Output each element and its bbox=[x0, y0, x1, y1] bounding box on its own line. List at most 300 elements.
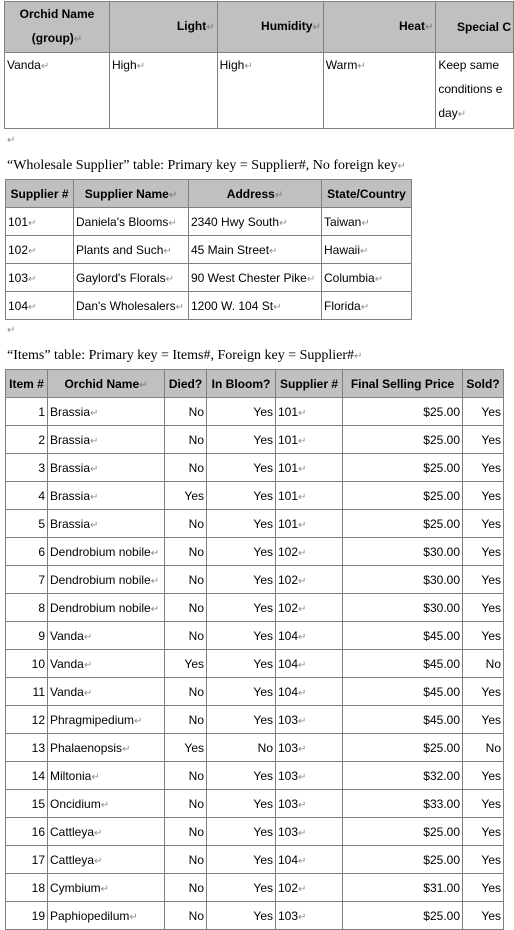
items-row bbox=[6, 538, 504, 566]
items-row bbox=[6, 762, 504, 790]
items-header-cell-text: Sold? bbox=[466, 376, 500, 391]
items-cell-text: 104 bbox=[278, 684, 299, 699]
cell-end-mark-icon: ↵ bbox=[91, 771, 100, 783]
items-cell bbox=[463, 510, 504, 538]
cell-end-mark-icon: ↵ bbox=[357, 61, 366, 72]
items-header-cell-text: Died? bbox=[168, 376, 203, 391]
items-cell-text: No bbox=[188, 544, 204, 559]
items-cell-text: No bbox=[257, 740, 273, 755]
supplier-cell-text: Gaylord's Florals bbox=[76, 270, 166, 285]
cell-end-mark-icon: ↵ bbox=[298, 547, 307, 559]
items-cell bbox=[343, 902, 463, 930]
items-cell bbox=[276, 902, 343, 930]
items-cell-text: Yes bbox=[253, 656, 273, 671]
items-cell bbox=[207, 790, 276, 818]
items-cell-text: 3 bbox=[38, 460, 45, 475]
items-cell-text: Yes bbox=[481, 768, 501, 783]
supplier-cell-text: 102 bbox=[8, 242, 29, 257]
cell-end-mark-icon: ↵ bbox=[374, 273, 384, 285]
items-cell-text: Yes bbox=[253, 908, 273, 923]
items-cell bbox=[207, 454, 276, 482]
items-row bbox=[6, 678, 504, 706]
items-cell-text: Brassia bbox=[50, 432, 91, 447]
cell-end-mark-icon: ↵ bbox=[136, 61, 146, 72]
cell-end-mark-icon: ↵ bbox=[90, 463, 99, 475]
items-cell-text: No bbox=[188, 460, 204, 475]
cell-end-mark-icon: ↵ bbox=[168, 217, 177, 229]
items-cell bbox=[463, 762, 504, 790]
cell-end-mark-icon: ↵ bbox=[424, 22, 434, 33]
items-cell bbox=[165, 874, 207, 902]
supplier-cell-text: 101 bbox=[8, 214, 29, 229]
items-header-cell bbox=[276, 370, 343, 398]
items-cell bbox=[48, 398, 165, 426]
care-cell: Vanda↵ bbox=[5, 53, 110, 129]
items-cell bbox=[6, 790, 48, 818]
supplier-cell bbox=[189, 236, 322, 264]
items-cell-text: Yes bbox=[253, 600, 273, 615]
items-cell bbox=[165, 790, 207, 818]
items-cell bbox=[6, 678, 48, 706]
items-header-cell-text: Final Selling Price bbox=[350, 376, 455, 391]
cell-end-mark-icon: ↵ bbox=[244, 61, 253, 72]
items-cell bbox=[463, 454, 504, 482]
items-cell bbox=[207, 706, 276, 734]
items-cell bbox=[165, 762, 207, 790]
items-cell-text: Vanda bbox=[50, 628, 84, 643]
supplier-cell-text: 45 Main Street bbox=[191, 242, 270, 257]
care-cell: High↵ bbox=[109, 53, 217, 129]
items-cell bbox=[343, 426, 463, 454]
care-cell: Warm↵ bbox=[323, 53, 436, 129]
items-cell bbox=[165, 454, 207, 482]
items-cell-text: Yes bbox=[253, 544, 273, 559]
items-cell-text: No bbox=[188, 404, 204, 419]
items-cell bbox=[276, 678, 343, 706]
items-cell-text: Brassia bbox=[50, 516, 91, 531]
items-cell-text: Yes bbox=[253, 684, 273, 699]
items-cell-text: $25.00 bbox=[423, 852, 460, 867]
cell-end-mark-icon: ↵ bbox=[150, 575, 160, 587]
cell-end-mark-icon: ↵ bbox=[312, 22, 321, 33]
items-cell bbox=[6, 846, 48, 874]
items-cell-text: Yes bbox=[253, 880, 273, 895]
care-header-light: Light↵ bbox=[109, 2, 217, 53]
cell-end-mark-icon: ↵ bbox=[90, 407, 99, 419]
items-cell-text: $25.00 bbox=[423, 824, 460, 839]
items-cell bbox=[276, 650, 343, 678]
items-cell-text: $25.00 bbox=[423, 908, 460, 923]
items-header-cell-text: Supplier # bbox=[279, 376, 338, 391]
care-header-name: Orchid Name (group)↵ bbox=[5, 2, 110, 53]
supplier-cell bbox=[322, 208, 412, 236]
items-cell-text: No bbox=[188, 628, 204, 643]
items-cell-text: $31.00 bbox=[423, 880, 460, 895]
items-row bbox=[6, 902, 504, 930]
items-cell-text: Dendrobium nobile bbox=[50, 572, 151, 587]
items-cell-text: No bbox=[188, 796, 204, 811]
items-cell-text: Yes bbox=[253, 796, 273, 811]
cell-end-mark-icon: ↵ bbox=[298, 519, 307, 531]
items-cell bbox=[6, 426, 48, 454]
items-header-cell bbox=[207, 370, 276, 398]
items-cell-text: Yes bbox=[481, 628, 501, 643]
items-cell-text: $25.00 bbox=[423, 740, 460, 755]
items-cell bbox=[6, 734, 48, 762]
supplier-header-cell bbox=[322, 180, 412, 208]
items-cell bbox=[207, 426, 276, 454]
supplier-cell bbox=[322, 264, 412, 292]
items-header-cell-text: Orchid Name bbox=[64, 376, 140, 391]
cell-end-mark-icon: ↵ bbox=[150, 547, 160, 559]
cell-end-mark-icon: ↵ bbox=[298, 575, 307, 587]
items-cell-text: 101 bbox=[278, 488, 299, 503]
items-cell bbox=[48, 426, 165, 454]
cell-end-mark-icon: ↵ bbox=[298, 687, 307, 699]
items-cell-text: Yes bbox=[253, 460, 273, 475]
items-cell bbox=[343, 454, 463, 482]
supplier-header-row bbox=[6, 180, 412, 208]
supplier-cell-text: Hawaii bbox=[324, 242, 361, 257]
items-cell-text: Yes bbox=[253, 488, 273, 503]
items-cell bbox=[48, 846, 165, 874]
items-cell bbox=[6, 706, 48, 734]
cell-end-mark-icon: ↵ bbox=[360, 245, 369, 257]
items-cell bbox=[463, 902, 504, 930]
items-cell bbox=[48, 538, 165, 566]
items-cell bbox=[276, 538, 343, 566]
supplier-header-cell bbox=[189, 180, 322, 208]
cell-end-mark-icon: ↵ bbox=[206, 22, 215, 33]
items-cell-text: No bbox=[188, 600, 204, 615]
items-cell bbox=[276, 706, 343, 734]
items-cell bbox=[165, 622, 207, 650]
items-cell-text: 103 bbox=[278, 768, 299, 783]
items-cell bbox=[276, 734, 343, 762]
items-row bbox=[6, 398, 504, 426]
items-cell bbox=[276, 594, 343, 622]
items-cell bbox=[48, 902, 165, 930]
cell-end-mark-icon: ↵ bbox=[28, 245, 37, 257]
items-cell bbox=[207, 762, 276, 790]
cell-end-mark-icon: ↵ bbox=[100, 883, 110, 895]
items-cell bbox=[276, 846, 343, 874]
items-cell-text: Oncidium bbox=[50, 796, 101, 811]
items-cell bbox=[343, 482, 463, 510]
cell-end-mark-icon: ↵ bbox=[90, 435, 99, 447]
items-cell-text: No bbox=[485, 656, 501, 671]
items-cell-text: $25.00 bbox=[423, 488, 460, 503]
items-cell-text: Yes bbox=[481, 432, 501, 447]
supplier-cell-text: Plants and Such bbox=[76, 242, 164, 257]
supplier-header-cell-text: Supplier Name bbox=[84, 186, 169, 201]
items-cell-text: Yes bbox=[481, 544, 501, 559]
cell-end-mark-icon: ↵ bbox=[73, 34, 83, 45]
items-cell-text: $25.00 bbox=[423, 432, 460, 447]
return-arrow-icon: ↵ bbox=[7, 135, 16, 146]
cell-end-mark-icon: ↵ bbox=[134, 715, 143, 727]
supplier-cell bbox=[74, 264, 189, 292]
items-cell bbox=[343, 762, 463, 790]
items-cell-text: $45.00 bbox=[423, 628, 460, 643]
supplier-row bbox=[6, 292, 412, 320]
supplier-cell-text: 1200 W. 104 St bbox=[191, 298, 274, 313]
items-cell bbox=[343, 706, 463, 734]
items-cell-text: Cattleya bbox=[50, 852, 95, 867]
items-cell-text: 102 bbox=[278, 544, 299, 559]
cell-end-mark-icon: ↵ bbox=[83, 687, 93, 699]
items-cell-text: $45.00 bbox=[423, 712, 460, 727]
items-cell-text: $33.00 bbox=[423, 796, 460, 811]
items-cell-text: Yes bbox=[184, 656, 204, 671]
supplier-cell bbox=[6, 236, 74, 264]
items-cell bbox=[6, 566, 48, 594]
items-cell-text: Yes bbox=[481, 684, 501, 699]
items-cell bbox=[165, 482, 207, 510]
items-cell bbox=[343, 650, 463, 678]
items-cell-text: 103 bbox=[278, 824, 299, 839]
items-cell bbox=[48, 482, 165, 510]
care-header-heat: Heat↵ bbox=[323, 2, 436, 53]
items-cell-text: 104 bbox=[278, 656, 299, 671]
items-cell-text: Yes bbox=[253, 768, 273, 783]
items-cell bbox=[463, 818, 504, 846]
items-cell bbox=[6, 482, 48, 510]
cell-end-mark-icon: ↵ bbox=[28, 217, 37, 229]
items-cell-text: 101 bbox=[278, 404, 299, 419]
items-cell-text: Yes bbox=[253, 516, 273, 531]
items-cell-text: 104 bbox=[278, 852, 299, 867]
supplier-cell bbox=[6, 208, 74, 236]
items-header-cell-text: Item # bbox=[9, 376, 44, 391]
care-header-humidity: Humidity↵ bbox=[217, 2, 323, 53]
cell-end-mark-icon: ↵ bbox=[457, 109, 467, 120]
items-cell-text: Yes bbox=[481, 908, 501, 923]
items-cell bbox=[463, 846, 504, 874]
items-cell-text: 19 bbox=[31, 908, 45, 923]
items-cell-text: 6 bbox=[38, 544, 45, 559]
items-cell bbox=[6, 510, 48, 538]
items-cell bbox=[6, 594, 48, 622]
items-cell-text: Yes bbox=[481, 460, 501, 475]
cell-end-mark-icon: ↵ bbox=[40, 61, 50, 72]
supplier-row bbox=[6, 208, 412, 236]
items-cell-text: 5 bbox=[38, 516, 45, 531]
items-cell-text: 17 bbox=[31, 852, 45, 867]
supplier-cell-text: Taiwan bbox=[324, 214, 362, 229]
items-cell-text: Yes bbox=[184, 488, 204, 503]
items-cell-text: Yes bbox=[481, 404, 501, 419]
supplier-cell-text: Florida bbox=[324, 298, 361, 313]
cell-end-mark-icon: ↵ bbox=[100, 799, 110, 811]
items-cell bbox=[276, 482, 343, 510]
supplier-cell-text: Columbia bbox=[324, 270, 375, 285]
cell-end-mark-icon: ↵ bbox=[90, 491, 99, 503]
supplier-cell bbox=[322, 292, 412, 320]
items-row bbox=[6, 706, 504, 734]
items-cell bbox=[6, 454, 48, 482]
items-header-cell bbox=[343, 370, 463, 398]
items-cell-text: $32.00 bbox=[423, 768, 460, 783]
items-cell-text: Yes bbox=[481, 712, 501, 727]
items-cell-text: Yes bbox=[481, 572, 501, 587]
items-cell-text: Vanda bbox=[50, 684, 84, 699]
cell-end-mark-icon: ↵ bbox=[168, 189, 178, 201]
items-cell bbox=[463, 594, 504, 622]
items-cell-text: 103 bbox=[278, 712, 299, 727]
return-arrow-icon: ↵ bbox=[354, 351, 363, 362]
items-cell bbox=[165, 818, 207, 846]
items-cell-text: $30.00 bbox=[423, 572, 460, 587]
items-cell-text: Dendrobium nobile bbox=[50, 600, 151, 615]
items-cell-text: 103 bbox=[278, 796, 299, 811]
items-cell bbox=[207, 566, 276, 594]
items-cell bbox=[343, 538, 463, 566]
items-cell-text: $25.00 bbox=[423, 404, 460, 419]
items-cell bbox=[207, 538, 276, 566]
items-cell bbox=[207, 874, 276, 902]
supplier-cell bbox=[6, 264, 74, 292]
items-header-row bbox=[6, 370, 504, 398]
items-row bbox=[6, 790, 504, 818]
items-row bbox=[6, 734, 504, 762]
cell-end-mark-icon: ↵ bbox=[129, 911, 138, 923]
items-cell-text: 4 bbox=[38, 488, 45, 503]
supplier-caption: “Wholesale Supplier” table: Primary key = Supplier#, No foreign key↵ bbox=[7, 158, 406, 173]
items-cell-text: Yes bbox=[253, 628, 273, 643]
items-cell-text: Yes bbox=[481, 852, 501, 867]
items-cell bbox=[6, 398, 48, 426]
supplier-cell-text: 2340 Hwy South bbox=[191, 214, 280, 229]
cell-end-mark-icon: ↵ bbox=[83, 631, 93, 643]
items-cell-text: No bbox=[188, 880, 204, 895]
items-cell-text: $25.00 bbox=[423, 460, 460, 475]
supplier-cell bbox=[6, 292, 74, 320]
items-cell-text: No bbox=[188, 768, 204, 783]
items-cell-text: No bbox=[188, 572, 204, 587]
items-cell-text: No bbox=[188, 712, 204, 727]
items-cell bbox=[165, 538, 207, 566]
items-cell bbox=[276, 762, 343, 790]
items-cell bbox=[463, 874, 504, 902]
supplier-header-cell bbox=[74, 180, 189, 208]
items-cell bbox=[463, 622, 504, 650]
items-cell-text: 18 bbox=[31, 880, 45, 895]
supplier-cell bbox=[74, 208, 189, 236]
items-cell bbox=[207, 398, 276, 426]
items-cell bbox=[165, 902, 207, 930]
items-cell bbox=[48, 874, 165, 902]
items-cell bbox=[276, 426, 343, 454]
items-cell-text: 10 bbox=[31, 656, 45, 671]
items-cell bbox=[48, 594, 165, 622]
items-cell bbox=[6, 762, 48, 790]
items-cell bbox=[276, 454, 343, 482]
return-arrow-icon: ↵ bbox=[397, 161, 406, 172]
cell-end-mark-icon: ↵ bbox=[298, 743, 307, 755]
cell-end-mark-icon: ↵ bbox=[28, 273, 37, 285]
items-cell-text: 102 bbox=[278, 572, 299, 587]
cell-end-mark-icon: ↵ bbox=[163, 245, 172, 257]
items-cell bbox=[207, 510, 276, 538]
items-row bbox=[6, 426, 504, 454]
items-cell-text: No bbox=[188, 516, 204, 531]
items-cell bbox=[276, 398, 343, 426]
items-header-cell bbox=[165, 370, 207, 398]
items-row bbox=[6, 650, 504, 678]
supplier-cell bbox=[189, 208, 322, 236]
items-cell bbox=[48, 734, 165, 762]
cell-end-mark-icon: ↵ bbox=[298, 827, 307, 839]
cell-end-mark-icon: ↵ bbox=[165, 273, 175, 285]
items-cell-text: 11 bbox=[32, 684, 45, 699]
supplier-cell-text: 103 bbox=[8, 270, 29, 285]
items-cell-text: $30.00 bbox=[423, 544, 460, 559]
cell-end-mark-icon: ↵ bbox=[274, 189, 284, 201]
items-cell-text: No bbox=[188, 684, 204, 699]
items-cell-text: Yes bbox=[253, 712, 273, 727]
cell-end-mark-icon: ↵ bbox=[273, 301, 282, 313]
items-cell bbox=[6, 650, 48, 678]
items-cell-text: Brassia bbox=[50, 460, 91, 475]
items-cell bbox=[165, 594, 207, 622]
items-cell-text: Yes bbox=[253, 404, 273, 419]
supplier-cell-text: Daniela's Blooms bbox=[76, 214, 169, 229]
items-cell-text: Miltonia bbox=[50, 768, 92, 783]
items-row bbox=[6, 482, 504, 510]
cell-end-mark-icon: ↵ bbox=[361, 217, 370, 229]
items-cell-text: 101 bbox=[278, 432, 299, 447]
items-cell-text: $25.00 bbox=[423, 516, 460, 531]
items-cell-text: Cattleya bbox=[50, 824, 95, 839]
care-header-special: Special C bbox=[436, 2, 514, 53]
supplier-cell-text: Dan's Wholesalers bbox=[76, 298, 176, 313]
items-cell bbox=[48, 650, 165, 678]
items-cell bbox=[276, 790, 343, 818]
items-cell bbox=[463, 706, 504, 734]
items-cell-text: 13 bbox=[31, 740, 45, 755]
cell-end-mark-icon: ↵ bbox=[83, 659, 93, 671]
items-cell bbox=[48, 818, 165, 846]
items-cell bbox=[463, 566, 504, 594]
items-header-cell bbox=[463, 370, 504, 398]
supplier-header-cell-text: Supplier # bbox=[10, 186, 69, 201]
items-cell bbox=[6, 902, 48, 930]
cell-end-mark-icon: ↵ bbox=[298, 799, 307, 811]
cell-end-mark-icon: ↵ bbox=[306, 273, 316, 285]
return-arrow-icon: ↵ bbox=[7, 325, 16, 336]
items-cell-text: Dendrobium nobile bbox=[50, 544, 151, 559]
items-cell-text: 12 bbox=[31, 712, 45, 727]
items-cell bbox=[165, 650, 207, 678]
items-cell-text: 16 bbox=[31, 824, 45, 839]
items-cell bbox=[276, 818, 343, 846]
cell-end-mark-icon: ↵ bbox=[298, 603, 307, 615]
items-row bbox=[6, 454, 504, 482]
items-cell-text: Yes bbox=[184, 740, 204, 755]
items-cell-text: Yes bbox=[481, 824, 501, 839]
items-row bbox=[6, 818, 504, 846]
supplier-cell-text: 90 West Chester Pike bbox=[191, 270, 307, 285]
items-cell bbox=[6, 874, 48, 902]
items-cell-text: No bbox=[188, 852, 204, 867]
items-cell bbox=[48, 622, 165, 650]
care-cell: Keep same conditions e day↵ bbox=[436, 53, 514, 129]
care-header-row bbox=[5, 2, 514, 53]
items-cell bbox=[48, 566, 165, 594]
care-cell: High↵ bbox=[217, 53, 323, 129]
items-cell bbox=[207, 650, 276, 678]
